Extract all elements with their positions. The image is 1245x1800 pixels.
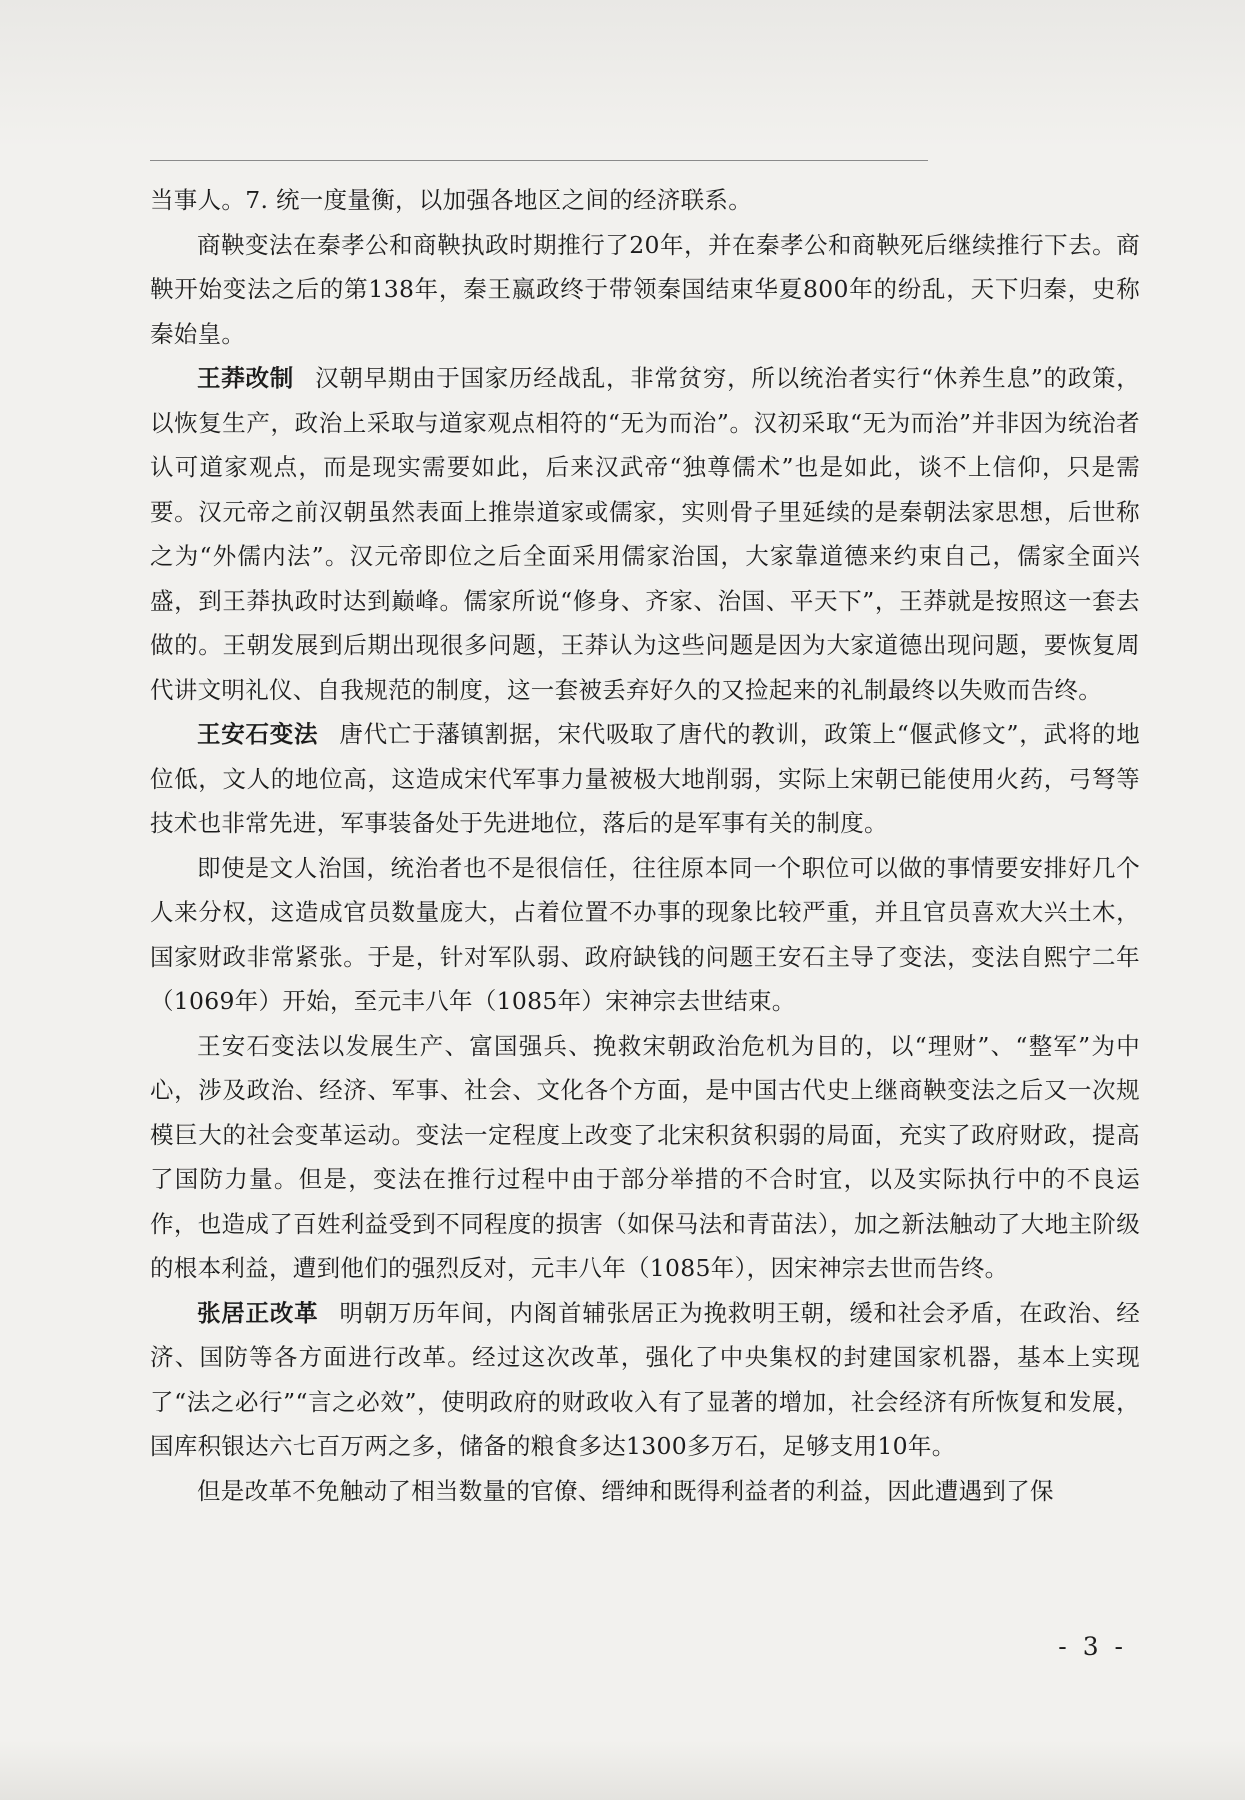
section-heading-wang-anshi: 王安石变法 — [197, 720, 319, 748]
page-number: - 3 - — [1058, 1632, 1127, 1661]
paragraph-5 — [150, 846, 1140, 1024]
paragraph-text: 唐代亡于藩镇割据，宋代吸取了唐代的教训，政策上“偃武修文”，武将的地位低，文人的地位高，这造成宋代军事力量被极大地削弱，实际上宋朝已能使用火药，弓弩等技术也非常先进，军事装备处于先进地位，落后的是军事有关的制度。 — [150, 720, 1140, 837]
paragraph-zhang-juzheng — [150, 1291, 1140, 1469]
paragraph-1 — [150, 178, 1140, 223]
paragraph-text: 汉朝早期由于国家历经战乱，非常贫穷，所以统治者实行“休养生息”的政策，以恢复生产，政治上采取与道家观点相符的“无为而治”。汉初采取“无为而治”并非因为统治者认可道家观点，而是现实需要如此，后来汉武帝“独尊儒术”也是如此，谈不上信仰，只是需要。汉元帝之前汉朝虽然表面上推崇道家或儒家，实则骨子里延续的是秦朝法家思想，后世称之为“外儒内法”。汉元帝即位之后全面采用儒家治国，大家靠道德来约束自己，儒家全面兴盛，到王莽执政时达到巅峰。儒家所说“修身、齐家、治国、平天下”，王莽就是按照这一套去做的。王朝发展到后期出现很多问题，王莽认为这些问题是因为大家道德出现问题，要恢复周代讲文明礼仪、自我规范的制度，这一套被丢弃好久的又捡起来的礼制最终以失败而告终。 — [150, 364, 1140, 704]
paragraph-2 — [150, 223, 1140, 357]
paragraph-6 — [150, 1024, 1140, 1291]
scan-edge — [0, 1740, 1245, 1800]
paragraph-text: 商鞅变法在秦孝公和商鞅执政时期推行了20年，并在秦孝公和商鞅死后继续推行下去。商鞅开始变法之后的第138年，秦王嬴政终于带领秦国结束华夏800年的纷乱，天下归秦，史称秦始皇。 — [150, 230, 1140, 348]
header-rule — [150, 160, 928, 161]
paragraph-wang-anshi — [150, 712, 1140, 846]
paragraph-text: 王安石变法以发展生产、富国强兵、挽救宋朝政治危机为目的，以“理财”、“整军”为中心，涉及政治、经济、军事、社会、文化各个方面，是中国古代史上继商鞅变法之后又一次规模巨大的社会变革运动。变法一定程度上改变了北宋积贫积弱的局面，充实了政府财政，提高了国防力量。但是，变法在推行过程中由于部分举措的不合时宜，以及实际执行中的不良运作，也造成了百姓利益受到不同程度的损害（如保马法和青苗法），加之新法触动了大地主阶级的根本利益，遭到他们的强烈反对，元丰八年（1085年），因宋神宗去世而告终。 — [150, 1031, 1140, 1282]
section-heading-zhang-juzheng: 张居正改革 — [197, 1298, 319, 1327]
scan-shadow — [0, 0, 1245, 150]
paragraph-8 — [150, 1469, 1140, 1514]
paragraph-text: 但是改革不免触动了相当数量的官僚、缙绅和既得利益者的利益，因此遭遇到了保 — [197, 1476, 1054, 1505]
paragraph-text: 即使是文人治国，统治者也不是很信任，往往原本同一个职位可以做的事情要安排好几个人来分权，这造成官员数量庞大，占着位置不办事的现象比较严重，并且官员喜欢大兴土木，国家财政非常紧张。于是，针对军队弱、政府缺钱的问题王安石主导了变法，变法自熙宁二年（1069年）开始，至元丰八年（1085年）宋神宗去世结束。 — [150, 853, 1140, 1015]
page-body — [150, 178, 1140, 1513]
paragraph-wang-mang — [150, 356, 1140, 712]
section-heading-wang-mang: 王莽改制 — [197, 364, 294, 392]
paragraph-text: 当事人。7. 统一度量衡，以加强各地区之间的经济联系。 — [150, 186, 752, 214]
paragraph-text: 明朝万历年间，内阁首辅张居正为挽救明王朝，缓和社会矛盾，在政治、经济、国防等各方面进行改革。经过这次改革，强化了中央集权的封建国家机器，基本上实现了“法之必行”“言之必效”，使明政府的财政收入有了显著的增加，社会经济有所恢复和发展，国库积银达六七百万两之多，储备的粮食多达1300多万石，足够支用10年。 — [150, 1298, 1140, 1460]
